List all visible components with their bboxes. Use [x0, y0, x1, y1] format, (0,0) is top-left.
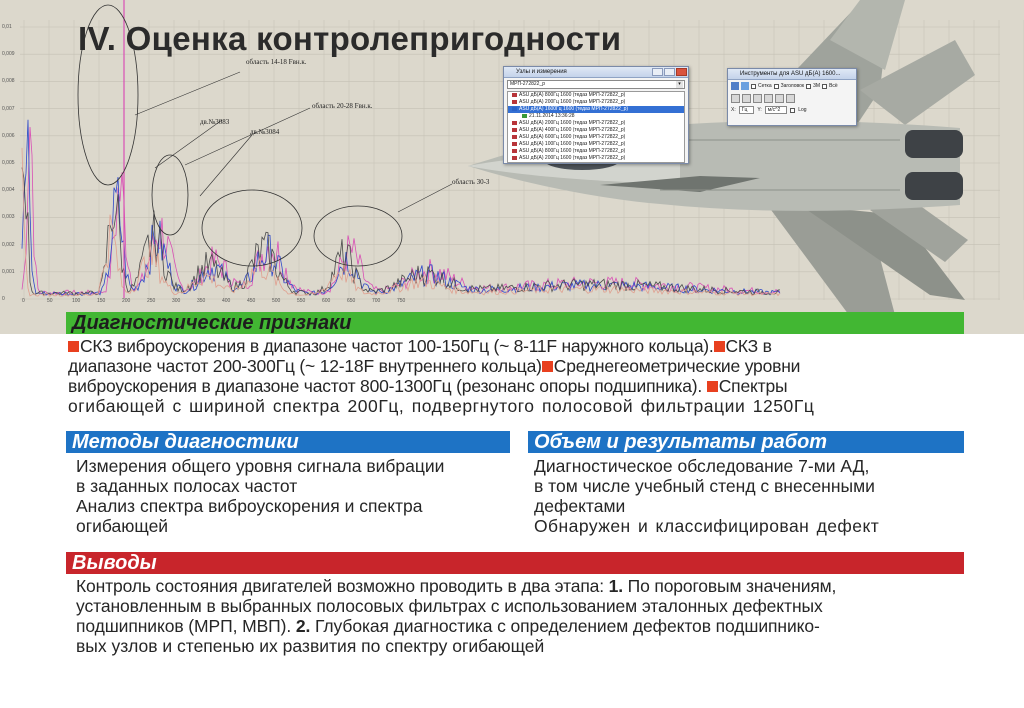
slide-title: IV. Оценка контролепригодности [78, 20, 622, 57]
x-axis-label: X: [731, 107, 736, 113]
tree-row[interactable] [508, 155, 684, 162]
tree-row-label: ASU дБ(А) 100Гц 1600 (тедаз МРП-272822_р) [519, 141, 626, 147]
y-axis-label: Y: [757, 107, 762, 113]
node-dropdown[interactable] [507, 80, 685, 89]
x-tick-label: 500 [272, 298, 281, 304]
chevron-down-icon: ▾ [676, 81, 683, 88]
volume-line3: дефектами [534, 496, 626, 516]
tools-window[interactable] [727, 68, 857, 126]
x-tick-label: 650 [347, 298, 356, 304]
tree-row-label: 21.11.2014 13:36:28 [529, 113, 575, 119]
all-label: Всё [829, 83, 838, 89]
tree-row[interactable] [508, 92, 684, 99]
measurement-icon [512, 93, 517, 97]
concl-line4: вых узлов и степенью их развития по спектру огибающей [76, 636, 545, 656]
tree-row[interactable] [508, 127, 684, 134]
x-units-select[interactable]: Гц [739, 106, 755, 114]
x-tick-label: 700 [372, 298, 381, 304]
measurement-icon [512, 121, 517, 125]
x-tick-label: 400 [222, 298, 231, 304]
y-units-select[interactable]: м/с^2 [765, 106, 787, 114]
tree-row-label: ASU дБ(А) 800Гц 1600 (тедаз МРП-272822_р) [519, 92, 626, 98]
tree-row[interactable] [508, 106, 684, 113]
export-tool-icon[interactable] [786, 94, 795, 103]
x-tick-label: 0 [22, 298, 25, 304]
y-tick-label: 0,009 [2, 51, 15, 58]
diag-header-bar [66, 312, 964, 334]
tree-row[interactable] [508, 141, 684, 148]
x-tick-label: 450 [247, 298, 256, 304]
marker-tool-icon[interactable] [753, 94, 762, 103]
x-tick-label: 150 [97, 298, 106, 304]
measurement-icon [522, 114, 527, 118]
y-tick-label: 0,006 [2, 132, 15, 139]
nodes-window-titlebar[interactable] [504, 67, 688, 78]
log-label: Log [798, 107, 807, 113]
bullet-square-icon [68, 341, 79, 352]
measurement-icon [512, 100, 517, 104]
x-tick-label: 50 [47, 298, 53, 304]
close-button[interactable] [676, 68, 687, 76]
volume-header-bar [528, 431, 964, 453]
volume-line4: Обнаружен и классифицирован дефект [534, 516, 880, 536]
conclusions-header: Выводы [72, 552, 157, 574]
tree-row-label: ASU дБ(А) 200Гц 1600 (тедаз МРП-272822_р) [519, 120, 626, 126]
conclusions-text [76, 576, 966, 656]
concl-line1-b: По пороговым значениям, [622, 576, 837, 596]
tree-row-label: ASU дБ(А) 400Гц 1600 (тедаз МРП-272822_р) [519, 127, 626, 133]
volume-line2: в том числе учебный стенд с внесенными [534, 476, 875, 496]
chart-tool-icon[interactable] [731, 82, 739, 90]
minimize-button[interactable] [652, 68, 663, 76]
x-tick-label: 300 [172, 298, 181, 304]
x-tick-label: 600 [322, 298, 331, 304]
conclusions-header-bar [66, 552, 964, 574]
concl-step2-number: 2. [295, 616, 311, 636]
methods-text [76, 456, 516, 536]
x-tick-label: 100 [72, 298, 81, 304]
y-tick-label: 0,01 [2, 24, 12, 30]
x-tick-label: 350 [197, 298, 206, 304]
maximize-button[interactable] [664, 68, 675, 76]
y-tick-label: 0,005 [2, 160, 15, 166]
tools-icon-row [728, 92, 856, 104]
methods-line2: в заданных полосах частот [76, 476, 298, 496]
tree-row[interactable] [508, 134, 684, 141]
diag-text [68, 336, 964, 416]
nodes-window[interactable] [503, 66, 689, 164]
methods-header: Методы диагностики [72, 431, 299, 453]
y-tick-label: 0,004 [2, 187, 15, 194]
annotation-band3: область 30-3 [452, 178, 490, 186]
tools-window-title: Инструменты для ASU дБ(А) 1600... [740, 71, 841, 77]
diag-line1-b: СКЗ в [725, 336, 772, 356]
measurement-icon [512, 135, 517, 139]
axis-units-row [728, 104, 856, 116]
nodes-window-title: Узлы и измерения [516, 69, 567, 75]
measurements-tree[interactable] [507, 91, 685, 163]
concl-step1-number: 1. [608, 576, 623, 596]
node-dropdown-value: МРП-272822_р [510, 81, 546, 87]
3d-label: 3М [813, 83, 821, 89]
methods-line3: Анализ спектра виброускорения и спектра [76, 496, 423, 516]
measurement-icon [512, 107, 517, 111]
log-checkbox[interactable] [790, 108, 795, 113]
annotation-band2: область 20-28 Fвн.к. [312, 102, 373, 110]
y-tick-label: 0,002 [2, 241, 15, 248]
concl-line1-a: Контроль состояния двигателей возможно проводить в два этапа: [76, 576, 609, 596]
tools-toolbar [728, 80, 856, 92]
tree-row[interactable] [508, 113, 684, 120]
measurement-icon [512, 142, 517, 146]
tree-row-label: ASU дБ(А) 200Гц 1600 (тедаз МРП-272822_р) [519, 155, 626, 161]
concl-line3-b: Глубокая диагностика с определением дефектов подшипнико- [310, 616, 820, 636]
x-tick-label: 750 [397, 298, 406, 304]
measure-tool-icon[interactable] [742, 94, 751, 103]
y-tick-label: 0 [2, 296, 5, 302]
bullet-square-icon [707, 381, 718, 392]
annotation-bearing2: дв.№3084 [250, 128, 280, 136]
y-tick-label: 0,001 [2, 268, 15, 275]
y-tick-label: 0,007 [2, 105, 15, 112]
diag-line2-a: диапазоне частот 200-300Гц (~ 12-18F внутреннего кольца) [68, 356, 542, 376]
peak-tool-icon[interactable] [764, 94, 773, 103]
tree-row-label: ASU дБ(А) 800Гц 1600 (тедаз МРП-272822_р) [519, 148, 626, 154]
grid-checkbox[interactable] [751, 84, 756, 89]
diag-line3-a: виброускорения в диапазоне частот 800-1300Гц (резонанс опоры подшипника). [68, 376, 703, 396]
diag-line1-a: СКЗ виброускорения в диапазоне частот 100-150Гц (~ 8-11F наружного кольца). [80, 336, 714, 356]
methods-line4: огибающей [76, 516, 169, 536]
y-tick-label: 0,003 [2, 214, 15, 221]
diag-header: Диагностические признаки [72, 312, 352, 334]
measurement-icon [512, 149, 517, 153]
concl-line2: установленным в выбранных полосовых фильтрах с использованием эталонных дефектных [76, 596, 823, 616]
tools-window-titlebar[interactable] [728, 69, 856, 80]
tree-row-label: ASU дБ(А) 1600Гц 1600 (тедаз МРП-272822_р) [519, 106, 629, 112]
x-tick-label: 250 [147, 298, 156, 304]
grid-label: Сетка [758, 83, 772, 89]
x-tick-label: 200 [122, 298, 131, 304]
header-checkbox[interactable] [774, 84, 779, 89]
cursor-tool-icon[interactable] [731, 94, 740, 103]
tree-row-label: ASU дБ(А) 200Гц 1600 (тедаз МРП-272822_р) [519, 99, 626, 105]
volume-header: Объем и результаты работ [534, 431, 828, 453]
volume-line1: Диагностическое обследование 7-ми АД, [534, 456, 870, 476]
tree-row-label: ASU дБ(А) 600Гц 1600 (тедаз МРП-272822_р) [519, 134, 626, 140]
bullet-square-icon [542, 361, 553, 372]
all-checkbox[interactable] [822, 84, 827, 89]
zoom-tool-icon[interactable] [741, 82, 749, 90]
diag-line3-b: Спектры [718, 376, 788, 396]
harmonic-tool-icon[interactable] [775, 94, 784, 103]
annotation-band1: область 14-18 Fвн.к. [246, 58, 307, 66]
y-tick-label: 0,008 [2, 78, 15, 85]
volume-text [534, 456, 966, 536]
tree-row[interactable] [508, 120, 684, 127]
methods-header-bar [66, 431, 510, 453]
3d-checkbox[interactable] [806, 84, 811, 89]
concl-line3-a: подшипников (МРП, МВП). [76, 616, 296, 636]
annotation-bearing1: дв.№3083 [200, 118, 230, 126]
spectrum-figure [0, 0, 1024, 334]
tree-row[interactable] [508, 99, 684, 106]
methods-line1: Измерения общего уровня сигнала вибрации [76, 456, 445, 476]
diag-line2-b: Среднегеометрические уровни [553, 356, 801, 376]
diag-line4: огибающей с шириной спектра 200Гц, подвергнутого полосовой фильтрации 1250Гц [68, 396, 815, 416]
tree-row[interactable] [508, 148, 684, 155]
header-label: Заголовок [780, 83, 805, 89]
bullet-square-icon [714, 341, 725, 352]
measurement-icon [512, 156, 517, 160]
x-tick-label: 550 [297, 298, 306, 304]
measurement-icon [512, 128, 517, 132]
